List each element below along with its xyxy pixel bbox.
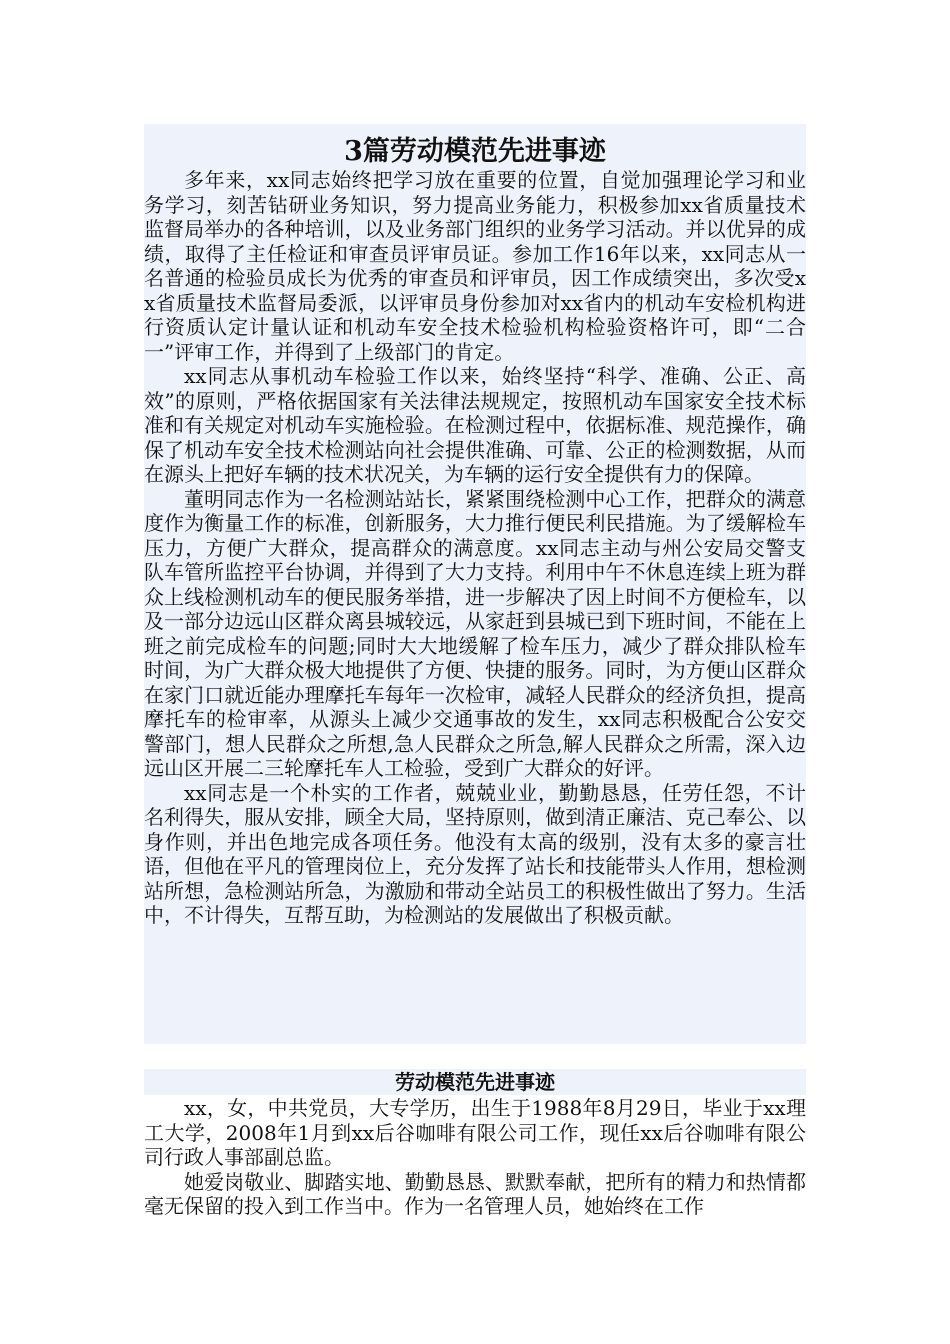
article-2-title: 劳动模范先进事迹 xyxy=(395,1070,555,1094)
article-1-paragraph-3: 董明同志作为一名检测站站长，紧紧围绕检测中心工作，把群众的满意度作为衡量工作的标准，创新服务，大力推行便民利民措施。为了缓解检车压力，方便广大群众，提高群众的满意度。xx同志主动与州公安局交警支队车管所监控平台协调，并得到了大力支持。利用中午不休息连续上班为群众上线检测机动车的便民服务举措，进一步解决了因上时间不方便检车，以及一部分边远山区群众离县城较远，从家赶到县城已到下班时间，不能在上班之前完成检车的问题;同时大大地缓解了检车压力，减少了群众排队检车时间，为广大群众极大地提供了方便、快捷的服务。同时，为方便山区群众在家门口就近能办理摩托车每年一次检审，减轻人民群众的经济负担，提高摩托车的检审率，从源头上减少交通事故的发生，xx同志积极配合公安交警部门，想人民群众之所想,急人民群众之所急,解人民群众之所需，深入边远山区开展二三轮摩托车人工检验，受到广大群众的好评。 xyxy=(144,486,806,780)
article-1-paragraph-2: xx同志从事机动车检验工作以来，始终坚持“科学、准确、公正、高效”的原则，严格依据国家有关法律法规规定，按照机动车国家安全技术标准和有关规定对机动车实施检验。在检测过程中，依据标准、规范操作，确保了机动车安全技术检测站向社会提供准确、可靠、公正的检测数据，从而在源头上把好车辆的技术状况关，为车辆的运行安全提供有力的保障。 xyxy=(144,364,806,486)
article-2-paragraph-1: xx，女，中共党员，大专学历，出生于1988年8月29日，毕业于xx理工大学，2008年1月到xx后谷咖啡有限公司工作，现任xx后谷咖啡有限公司行政人事部副总监。 xyxy=(144,1096,806,1169)
article-2-paragraph-2: 她爱岗敬业、脚踏实地、勤勤恳恳、默默奉献，把所有的精力和热情都毫无保留的投入到工作当中。作为一名管理人员，她始终在工作 xyxy=(144,1169,806,1218)
article-1 xyxy=(144,124,806,1044)
article-1-paragraph-1: 多年来，xx同志始终把学习放在重要的位置，自觉加强理论学习和业务学习，刻苦钻研业务知识，努力提高业务能力，积极参加xx省质量技术监督局举办的各种培训，以及业务部门组织的业务学习活动。并以优异的成绩，取得了主任检证和审查员评审员证。参加工作16年以来，xx同志从一名普通的检验员成长为优秀的审查员和评审员，因工作成绩突出，多次受xx省质量技术监督局委派，以评审员身份参加对xx省内的机动车安检机构进行资质认定计量认证和机动车安全技术检验机构检验资格许可，即“二合一”评审工作，并得到了上级部门的肯定。 xyxy=(144,168,806,364)
article-1-title: 3篇劳动模范先进事迹 xyxy=(344,136,606,167)
article-2-title-band xyxy=(144,1069,806,1095)
article-2-body xyxy=(144,1096,806,1219)
article-1-paragraph-4: xx同志是一个朴实的工作者，兢兢业业，勤勤恳恳，任劳任怨，不计名利得失，服从安排，顾全大局，坚持原则，做到清正廉洁、克己奉公、以身作则，并出色地完成各项任务。他没有太高的级别，没有太多的豪言壮语，但他在平凡的管理岗位上，充分发挥了站长和技能带头人作用，想检测站所想，急检测站所急，为激励和带动全站员工的积极性做出了努力。生活中，不计得失，互帮互助，为检测站的发展做出了积极贡献。 xyxy=(144,780,806,927)
